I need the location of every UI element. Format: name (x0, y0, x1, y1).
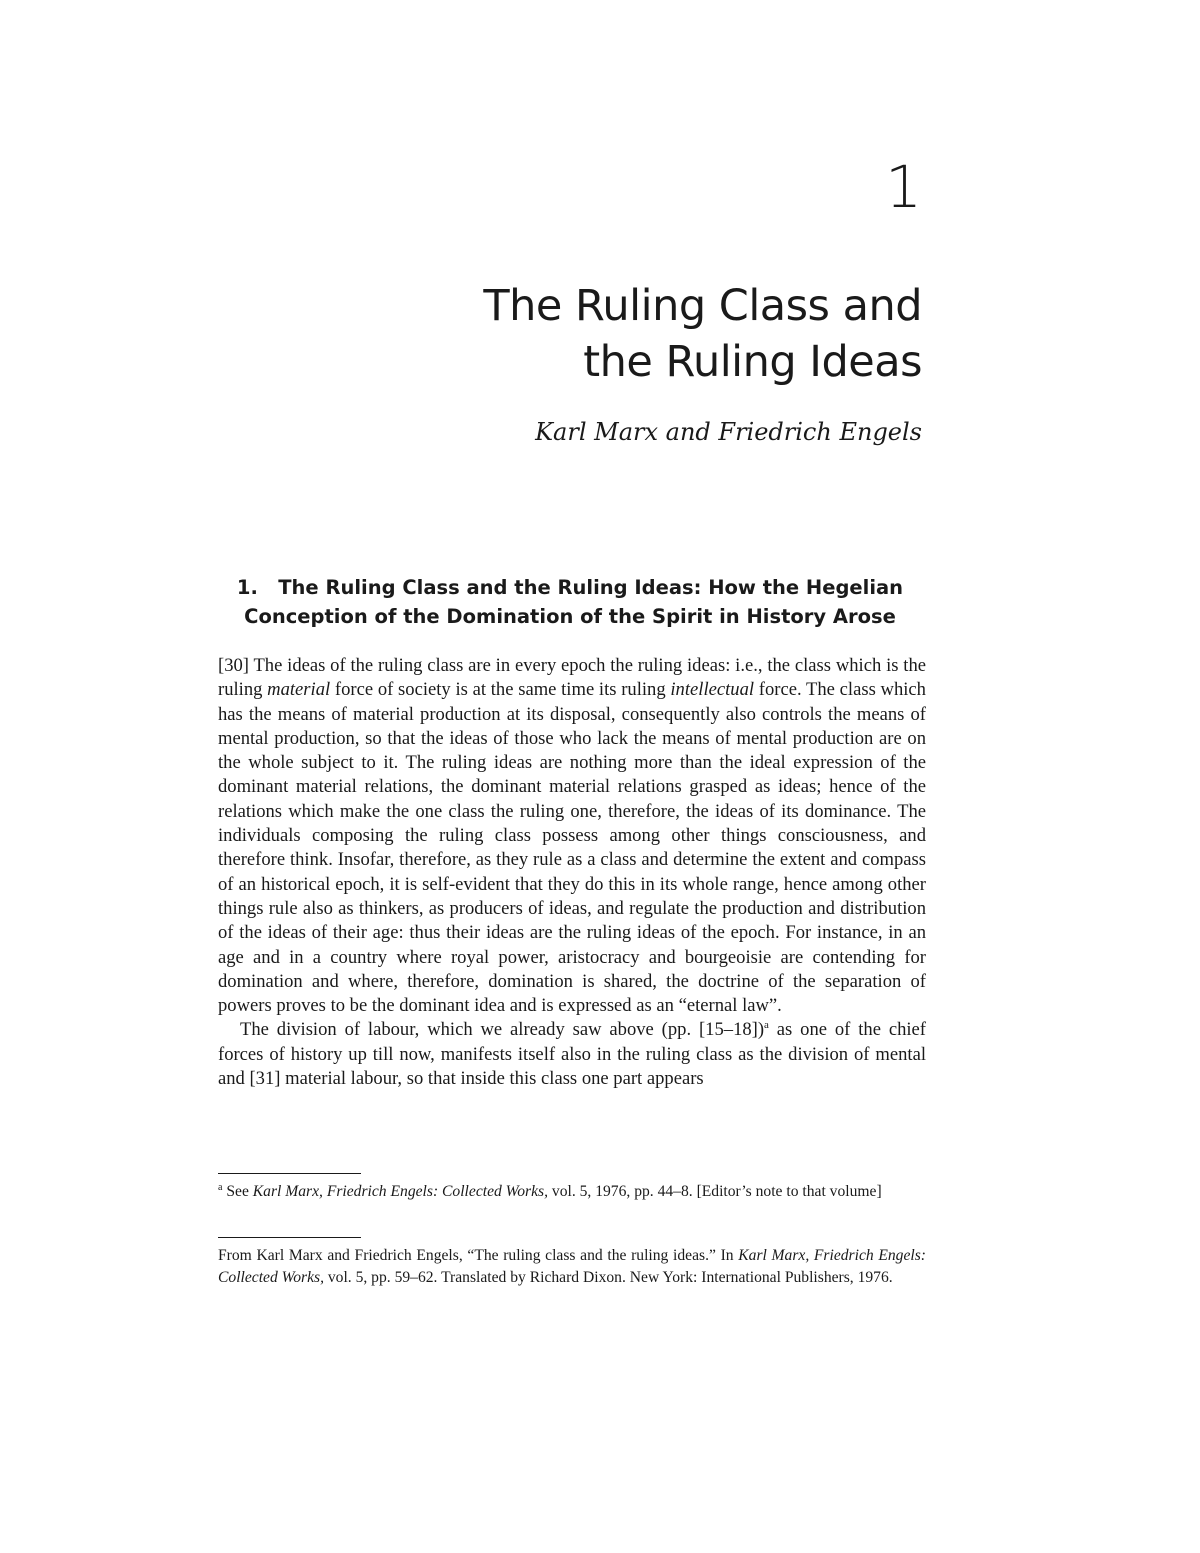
paragraph-2-text-b: as one of the chief forces of history up till now, manifests itself also in the ruling class as the division of mental and [31] material labour, so that inside this class one part appears (218, 1019, 926, 1090)
section-heading-line-2: Conception of the Domination of the Spirit in History Arose (244, 605, 896, 628)
body-text (218, 654, 926, 1091)
footnote-marker: a (218, 1181, 223, 1193)
paragraph-1-text-a: [30] The ideas of the ruling class are in every epoch the ruling ideas: i.e., the class which is the ruling (218, 655, 926, 701)
paragraph-2-text-a: The division of labour, which we already saw above (pp. [15–18]) (240, 1019, 765, 1041)
chapter-title-line-2: the Ruling Ideas (583, 337, 922, 387)
source-note-text-b: vol. 5, pp. 59–62. Translated by Richard Dixon. New York: International Publishers, 1976. (323, 1269, 893, 1286)
paragraph-1 (218, 654, 926, 1018)
source-note (218, 1245, 926, 1289)
footnote-divider (218, 1173, 361, 1174)
paragraph-1-text-b: force of society is at the same time its ruling (330, 679, 671, 701)
source-note-divider (218, 1237, 361, 1238)
footnote-emphasis: Karl Marx, Friedrich Engels: Collected Works, (252, 1183, 548, 1200)
paragraph-1-emphasis-material: material (267, 679, 331, 701)
section-heading-line-1: 1. The Ruling Class and the Ruling Ideas: How the Hegelian (236, 576, 904, 599)
footnote (218, 1181, 926, 1203)
footnote-text-b: vol. 5, 1976, pp. 44–8. [Editor’s note to that volume] (548, 1183, 882, 1200)
paragraph-2 (218, 1018, 926, 1091)
source-note-text-a: From Karl Marx and Friedrich Engels, “The ruling class and the ruling ideas.” In (218, 1247, 739, 1264)
footnote-reference: a (764, 1019, 769, 1032)
chapter-title (222, 278, 922, 390)
paragraph-1-text-c: force. The class which has the means of material production at its disposal, consequently also controls the means of mental production, so that the ideas of those who lack the means of mental production are on the whole subject to it. The ruling ideas are nothing more than the ideal expression of the dominant material relations, the dominant material relations grasped as ideas; hence of the relations which make the one class the ruling one, therefore, the ideas of its dominance. The individuals composing the ruling class possess among other things consciousness, and therefore think. Insofar, therefore, as they rule as a class and determine the extent and compass of an historical epoch, it is self-evident that they do this in its whole range, hence among other things rule also as thinkers, as producers of ideas, and regulate the production and distribution of the ideas of their age: thus their ideas are the ruling ideas of the epoch. For instance, in an age and in a country where royal power, aristocracy and bourgeoisie are contending for domination and where, therefore, domination is shared, the doctrine of the separation of powers proves to be the dominant idea and is expressed as an “eternal law”. (218, 679, 926, 1017)
footnote-text-a: See (222, 1183, 253, 1200)
chapter-authors: Karl Marx and Friedrich Engels (535, 418, 922, 446)
paragraph-1-emphasis-intellectual: intellectual (670, 679, 755, 701)
section-heading (218, 573, 922, 631)
chapter-number: 1 (885, 153, 922, 221)
chapter-title-line-1: The Ruling Class and (483, 281, 922, 331)
source-note-emphasis: Karl Marx, Friedrich Engels: Collected Works, (218, 1247, 926, 1286)
